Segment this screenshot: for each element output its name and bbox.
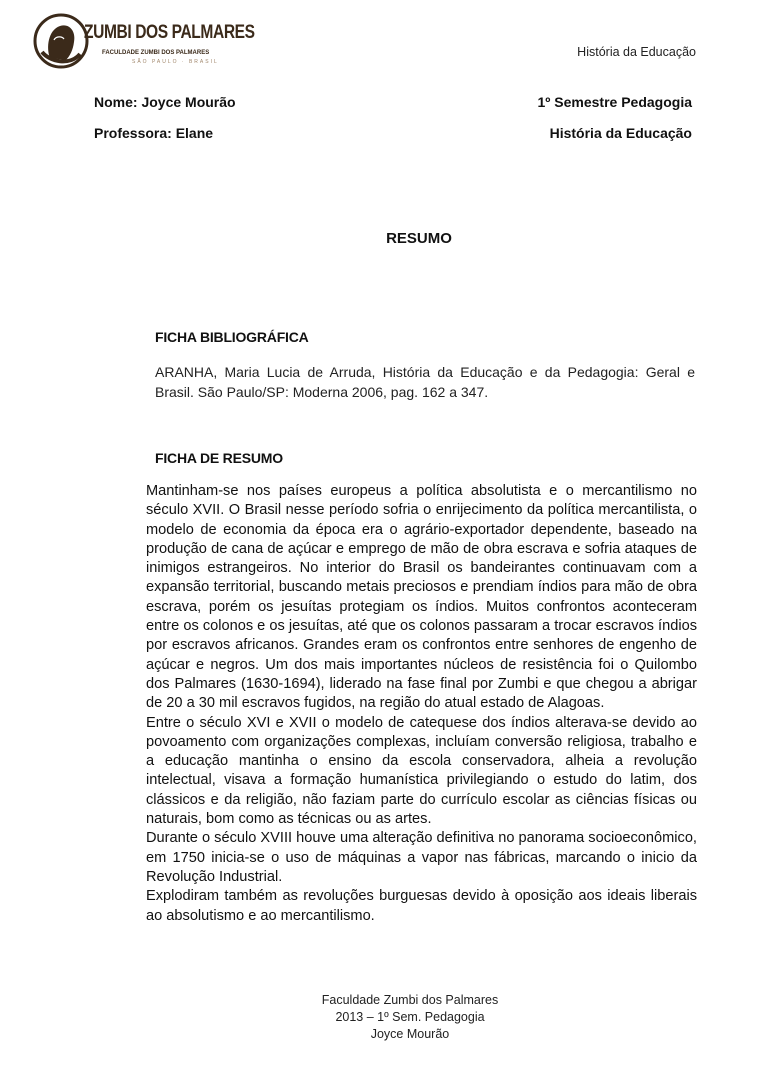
semester-label: 1º Semestre Pedagogia: [537, 94, 692, 110]
summary-paragraph: Entre o século XVI e XVII o modelo de catequese dos índios alterava-se devido ao povoamento com organizações complexas, incluíam conversão religiosa, trabalho e a educação mantinha o ensino da escola conservadora, alheia a revolução intelectual, visava a formação humanística privilegiando o estudo do latim, dos clássicos e da religião, não faziam parte do currículo escolar as ciências físicas ou naturais, bom como as técnicas ou as artes.: [146, 714, 697, 828]
summary-heading: FICHA DE RESUMO: [155, 450, 283, 466]
bibliography-heading: FICHA BIBLIOGRÁFICA: [155, 329, 309, 345]
student-name: Nome: Joyce Mourão: [94, 94, 236, 110]
summary-paragraph: Durante o século XVIII houve uma alteração definitiva no panorama socioeconômico, em 1750 inicia-se o uso de máquinas a vapor nas fábricas, marcando o inicio da Revolução Industrial.: [146, 830, 697, 885]
course-name: História da Educação: [549, 125, 692, 141]
logo-subtitle: FACULDADE ZUMBI DOS PALMARES: [102, 50, 210, 56]
logo-title: ZUMBI DOS PALMARES: [84, 22, 255, 43]
professor-name: Professora: Elane: [94, 125, 214, 141]
footer-semester: 2013 – 1º Sem. Pedagogia: [335, 1010, 485, 1024]
page-header-text: História da Educação: [577, 45, 696, 59]
summary-body: [146, 482, 697, 926]
logo-city: SÃO PAULO · BRASIL: [132, 59, 219, 65]
institution-logo: [32, 12, 255, 72]
footer-author: Joyce Mourão: [370, 1027, 450, 1041]
footer-institution: Faculdade Zumbi dos Palmares: [321, 993, 499, 1007]
document-title: RESUMO: [386, 230, 452, 247]
bibliography-text: ARANHA, Maria Lucia de Arruda, História da Educação e da Pedagogia: Geral e Brasil. São Paulo/SP: Moderna 2006, pag. 162 a 347.: [155, 364, 695, 400]
summary-paragraph: Mantinham-se nos países europeus a política absolutista e o mercantilismo no século XVII. O Brasil nesse período sofria o enrijecimento da política mercantilista, o modelo de economia da época era o agrário-exportador dependente, baseado na produção de cana de açúcar e emprego de mão de obra escrava e sofria ataques de inimigos estrangeiros. No interior do Brasil os bandeirantes continuavam com a expansão territorial, buscando metais preciosos e prendiam índios para mão de obra escrava, porém os jesuítas protegiam os índios. Muitos confrontos aconteceram entre os colonos e os jesuítas, até que os colonos passaram a trocar escravos índios por escravos africanos. Grandes eram os confrontos entre senhores de engenho de açúcar e negros. Um dos mais importantes núcleos de resistência foi o Quilombo dos Palmares (1630-1694), liderado na fase final por Zumbi e que chegou a abrigar de 20 a 30 mil escravos fugidos, na região do atual estado de Alagoas.: [146, 483, 697, 712]
summary-paragraph: Explodiram também as revoluções burguesas devido à oposição aos ideais liberais ao absolutismo e ao mercantilismo.: [146, 888, 697, 924]
page-footer: [0, 992, 768, 1043]
zumbi-portrait-icon: [32, 12, 90, 70]
